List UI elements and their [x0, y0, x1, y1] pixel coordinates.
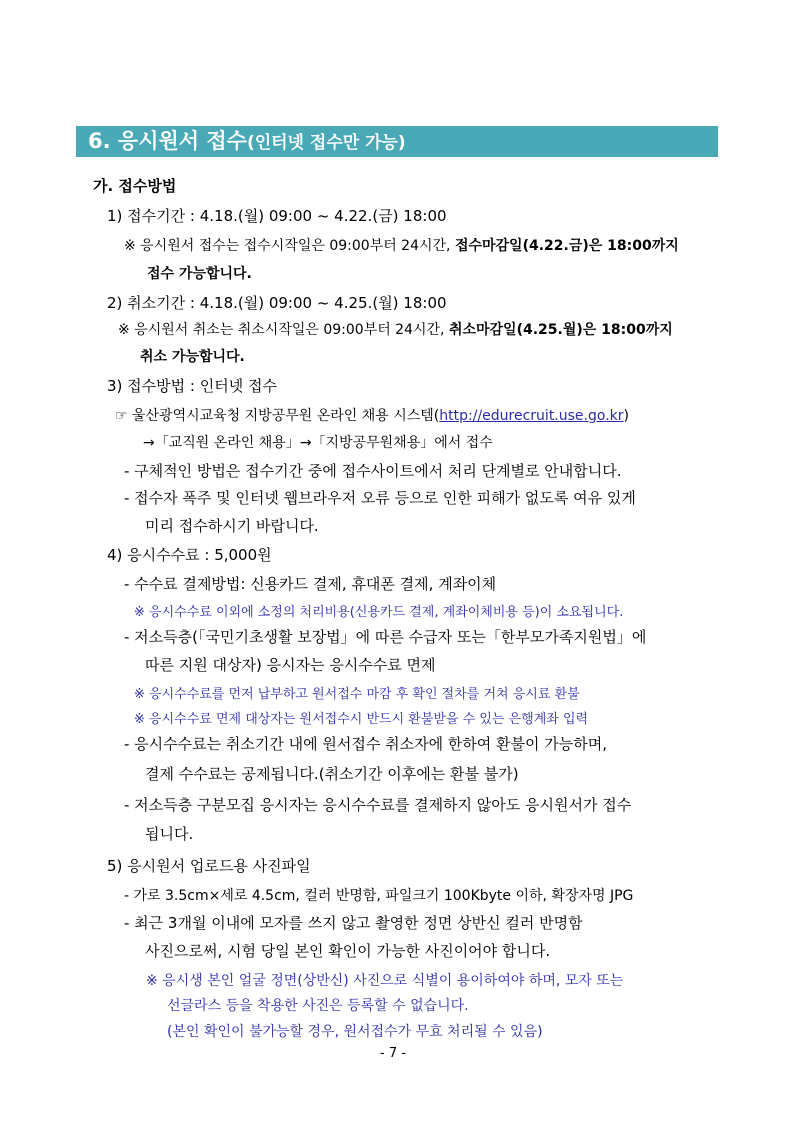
bullet-photo-recent: - 최근 3개월 이내에 모자를 쓰지 않고 촬영한 정면 상반신 컬러 반명함: [124, 914, 583, 932]
note-cancel: [118, 319, 673, 339]
bullet-fee-exemption-continued: 따른 지원 대상자) 응시자는 응시수수료 면제: [145, 656, 436, 674]
section-subtitle: (인터넷 접수만 가능): [246, 133, 406, 153]
note-photo-face-continued: 선글라스 등을 착용한 사진은 등록할 수 없습니다.: [167, 998, 469, 1014]
note-receipt: [124, 235, 679, 255]
note-cancel-deadline: 취소마감일(4.25.월)은 18:00까지: [448, 322, 673, 338]
bullet-early-apply: - 접수자 폭주 및 인터넷 웹브라우저 오류 등으로 인한 피해가 없도록 여유 있게: [124, 489, 636, 507]
subsection-heading: 가. 접수방법: [93, 177, 177, 195]
note-refund: ※ 응시수수료를 먼저 납부하고 원서접수 마감 후 확인 절차를 거쳐 응시료 환불: [134, 687, 580, 702]
site-link[interactable]: http://edurecruit.use.go.kr: [439, 408, 624, 424]
item-photo: 5) 응시원서 업로드용 사진파일: [107, 857, 311, 875]
site-prefix: ☞ 울산광역시교육청 지방공무원 온라인 채용 시스템(: [115, 408, 440, 424]
note-bank-account: ※ 응시수수료 면제 대상자는 원서접수시 반드시 환불받을 수 있는 은행계좌 입력: [134, 712, 589, 727]
note-photo-invalid: (본인 확인이 불가능할 경우, 원서접수가 무효 처리될 수 있음): [167, 1024, 543, 1040]
site-line: [115, 405, 629, 425]
item-receipt-period: 1) 접수기간 : 4.18.(월) 09:00 ~ 4.22.(금) 18:00: [107, 207, 447, 225]
item-cancel-period: 2) 취소기간 : 4.18.(월) 09:00 ~ 4.25.(월) 18:00: [107, 294, 447, 312]
site-suffix: ): [623, 408, 629, 424]
section-title: 응시원서 접수: [117, 129, 247, 153]
note-processing-fee: ※ 응시수수료 이외에 소정의 처리비용(신용카드 결제, 계좌이체비용 등)이 소요됩니다.: [134, 605, 624, 620]
bullet-method-guide: - 구체적인 방법은 접수기간 중에 접수사이트에서 처리 단계별로 안내합니다.: [124, 462, 622, 480]
bullet-refund-cancel-continued: 결제 수수료는 공제됩니다.(취소기간 이후에는 환불 불가): [145, 765, 519, 783]
note-cancel-text: ※ 응시원서 취소는 취소시작일은 09:00부터 24시간,: [118, 322, 449, 338]
bullet-photo-spec: - 가로 3.5cm×세로 4.5cm, 컬러 반명함, 파일크기 100Kbyte 이하, 확장자명 JPG: [124, 888, 634, 904]
note-cancel-continued: 취소 가능합니다.: [140, 349, 245, 365]
item-fee: 4) 응시수수료 : 5,000원: [107, 546, 272, 564]
bullet-fee-exemption: - 저소득층(「국민기초생활 보장법」에 따른 수급자 또는「한부모가족지원법」에: [124, 628, 647, 646]
note-photo-face: ※ 응시생 본인 얼굴 정면(상반신) 사진으로 식별이 용이하여야 하며, 모자 또는: [146, 973, 624, 989]
note-receipt-continued: 접수 가능합니다.: [147, 266, 252, 282]
site-path: →「교직원 온라인 채용」→「지방공무원채용」에서 접수: [143, 435, 493, 451]
bullet-refund-cancel: - 응시수수료는 취소기간 내에 원서접수 취소자에 한하여 환불이 가능하며,: [124, 735, 608, 753]
note-receipt-text: ※ 응시원서 접수는 접수시작일은 09:00부터 24시간,: [124, 238, 455, 254]
note-receipt-deadline: 접수마감일(4.22.금)은 18:00까지: [454, 238, 679, 254]
item-method: 3) 접수방법 : 인터넷 접수: [107, 377, 277, 395]
bullet-low-income-continued: 됩니다.: [145, 825, 194, 843]
bullet-early-apply-continued: 미리 접수하시기 바랍니다.: [145, 517, 319, 535]
section-number: 6.: [88, 129, 111, 153]
bullet-photo-recent-continued: 사진으로써, 시험 당일 본인 확인이 가능한 사진이어야 합니다.: [145, 942, 551, 960]
bullet-payment-methods: - 수수료 결제방법: 신용카드 결제, 휴대폰 결제, 계좌이체: [124, 575, 497, 593]
section-header: [76, 126, 718, 157]
bullet-low-income: - 저소득층 구분모집 응시자는 응시수수료를 결제하지 않아도 응시원서가 접수: [124, 796, 632, 814]
page-number: - 7 -: [380, 1046, 406, 1061]
